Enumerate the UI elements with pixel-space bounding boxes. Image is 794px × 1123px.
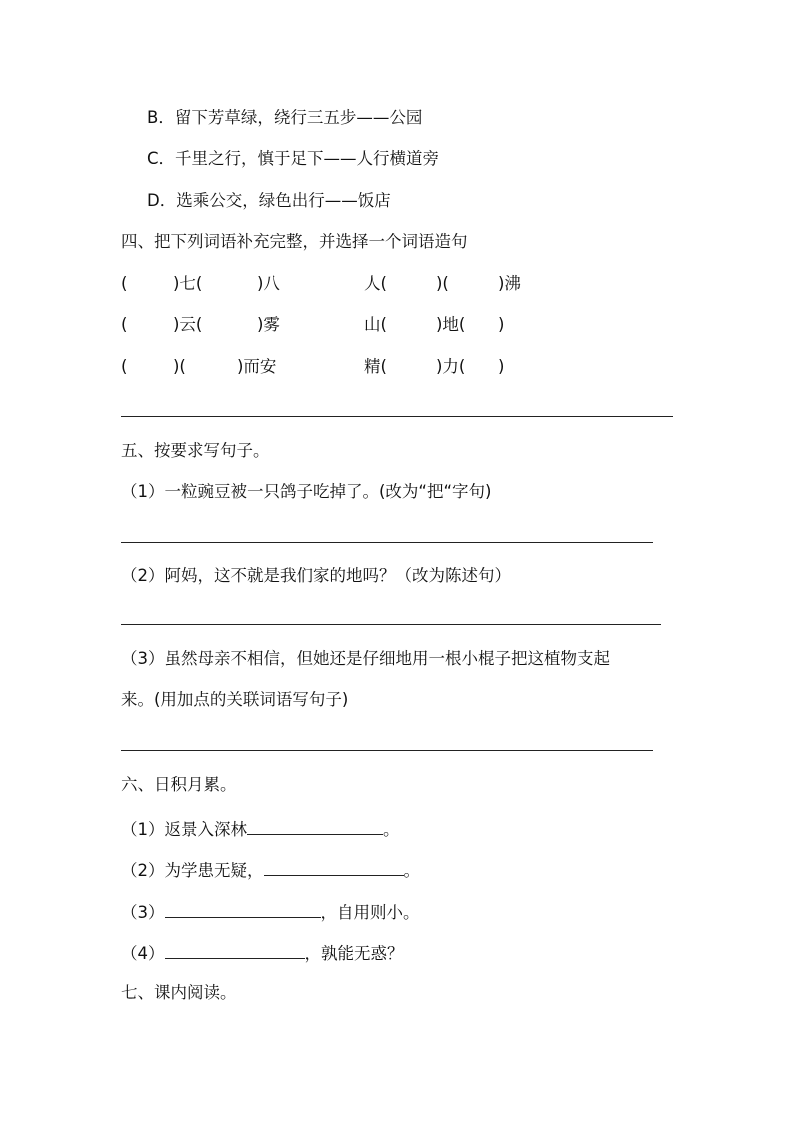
idiom-1-part-3: )八 — [257, 274, 280, 293]
idiom-2-part-2: )( — [436, 274, 449, 293]
idiom-2-part-3: )沸 — [498, 274, 521, 293]
section-6-title: 六、日积月累。 — [121, 775, 237, 794]
idiom-5-part-2: )( — [173, 357, 186, 376]
question-5-1: （1）一粒豌豆被一只鸽子吃掉了。(改为“把“字句) — [121, 482, 492, 501]
recitation-item-3 — [121, 900, 420, 923]
recitation-item-4 — [121, 941, 404, 964]
idiom-6-part-2: )力( — [436, 357, 466, 376]
idiom-3-part-1: ( — [121, 315, 128, 334]
option-b: B．留下芳草绿，绕行三五步——公园 — [147, 108, 423, 127]
answer-line-5-1[interactable] — [121, 542, 653, 543]
section-4-title: 四、把下列词语补充完整，并选择一个词语造句 — [121, 232, 468, 251]
option-d: D．选乘公交，绿色出行——饭店 — [147, 191, 391, 210]
idiom-1-part-2: )七( — [173, 274, 203, 293]
question-5-3-line2: 来。(用加点的关联词语写句子) — [121, 690, 349, 709]
idiom-4-part-2: )地( — [436, 315, 466, 334]
recitation-item-1 — [121, 817, 400, 840]
idiom-5-part-3: )而安 — [237, 357, 277, 376]
recitation-2-suffix: 。 — [403, 861, 420, 880]
question-5-2: （2）阿妈，这不就是我们家的地吗？（改为陈述句） — [121, 566, 511, 585]
recitation-3-blank[interactable] — [165, 900, 321, 918]
idiom-5-part-1: ( — [121, 357, 128, 376]
recitation-2-prefix: （2）为学患无疑， — [121, 861, 264, 880]
idiom-2-part-1: 人( — [364, 274, 387, 293]
answer-line-5-2[interactable] — [121, 624, 661, 625]
recitation-4-blank[interactable] — [165, 941, 305, 959]
answer-line-5-3[interactable] — [121, 750, 653, 751]
idiom-3-part-2: )云( — [173, 315, 203, 334]
idiom-4-part-3: ) — [498, 315, 505, 334]
idiom-3-part-3: )雾 — [257, 315, 280, 334]
recitation-4-suffix: ，孰能无惑？ — [304, 944, 404, 963]
idiom-6-part-3: ) — [498, 357, 505, 376]
idiom-1-part-1: ( — [121, 274, 128, 293]
recitation-1-suffix: 。 — [383, 820, 400, 839]
question-5-3-line1: （3）虽然母亲不相信，但她还是仔细地用一根小棍子把这植物支起 — [121, 649, 610, 668]
option-c: C．千里之行，慎于足下——人行横道旁 — [147, 149, 440, 168]
section-7-title: 七、课内阅读。 — [121, 983, 237, 1002]
recitation-item-2 — [121, 858, 420, 881]
recitation-2-blank[interactable] — [264, 858, 404, 876]
recitation-4-prefix: （4） — [121, 944, 165, 963]
answer-line-sentence[interactable] — [121, 416, 673, 417]
section-5-title: 五、按要求写句子。 — [121, 441, 270, 460]
recitation-1-prefix: （1）返景入深林 — [121, 820, 247, 839]
idiom-6-part-1: 精( — [364, 357, 387, 376]
recitation-3-suffix: ，自用则小。 — [320, 903, 420, 922]
recitation-1-blank[interactable] — [247, 817, 383, 835]
idiom-4-part-1: 山( — [364, 315, 387, 334]
recitation-3-prefix: （3） — [121, 903, 165, 922]
